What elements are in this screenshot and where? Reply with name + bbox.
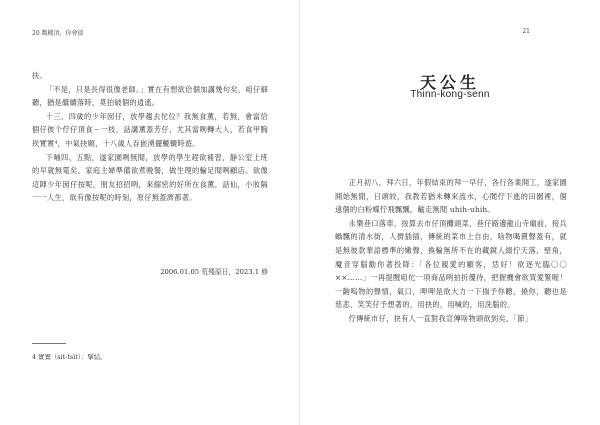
left-paragraph: 「不是，只是長得很像老師。」實在有想欲佮個加講幾句矣，咱仔細聽，猶是繼續落時，莫拍破個的逍遙。 [32,84,268,108]
footnote: 4 實實（sit-tsit）：擘結。 [32,353,107,361]
date-signature: 2006.01.05 荒殘原日，2023.1 修 [160,268,268,276]
right-page-number: 21 [522,28,530,35]
right-paragraph: 佇傳統市仔，抉有人一直對我宣傳啥物頭欲到矣，「節」 [348,313,533,323]
left-paragraph: 十三、四歲的少年囡仔，放學趨去佗位？我無食薰，若無，會當佮個仔彼个佇仔頂食ㄧ一枝，話講薰蓋芳仔，尤其當咧轉大人，若食甲胸崁實實⁴，中氣抉順，十八歲人吞嵌湧擺轆轆時遊。 [32,111,268,148]
right-page-body [335,176,567,326]
chapter-title: 天公生 [419,73,480,92]
left-paragraph: 下晡四、五點，遂家園咧無閒，放學的學生趕欲補習，靜公室上班的早就無電矣，家庭主婦準備欲煮晚餐，做生理的輪足閒咧顧店。欲像這陣少年囡仔按呢，朋友招招咧，來縮密的好所在食薰，話仙，小妝隔一一人生，欲有像按呢的時刻，原仔無蓋濟都著。 [32,152,268,203]
right-paragraph: 永樂巷口落車，按算去市仔頂攤頭菜，巷仔路邊龍山寺廟前，接兵蝸飄的清水街，人擠插插，傳統的菜市上自由，啥物喝賣聲蓋有，就是無彼款華語標準的嫩聲，換輪無所不在的藏鏡人綴佇天落，壁角，魔音穿腦勸你著投降：「各位親愛的顧客，恁好！欲逐光臨〇〇××……」一再提醒咱佗一項商品咧拍折優待，把握機會欲買愛緊喔！一齣嗚物的聲情，氣口，呷呷是欲大力一下揣予你聽，撓你，聽也是慈悲，笑笑仔予想著的，用抉的，用喊的，用洗腦的。 [335,218,567,310]
right-page [300,0,600,425]
right-paragraph: 正月初八，拜六日，年假結束的拜一早仔，各行各業開工，遂家園開始無閒，日頭皎，我教若猶未轉來流水，心閬佇下進的田園裡，個遠個的白粉蝶佇飛飄飄，輸走無閒 uhih-uhih。 [335,178,567,215]
left-page-body [32,69,268,205]
footnote-divider [32,343,66,344]
chapter-subtitle: Thinn-kong-senn [410,89,490,100]
left-paragraph: 扶。 [32,71,47,80]
left-page-header: 20 戲棚頂，你會揣 [32,30,84,37]
